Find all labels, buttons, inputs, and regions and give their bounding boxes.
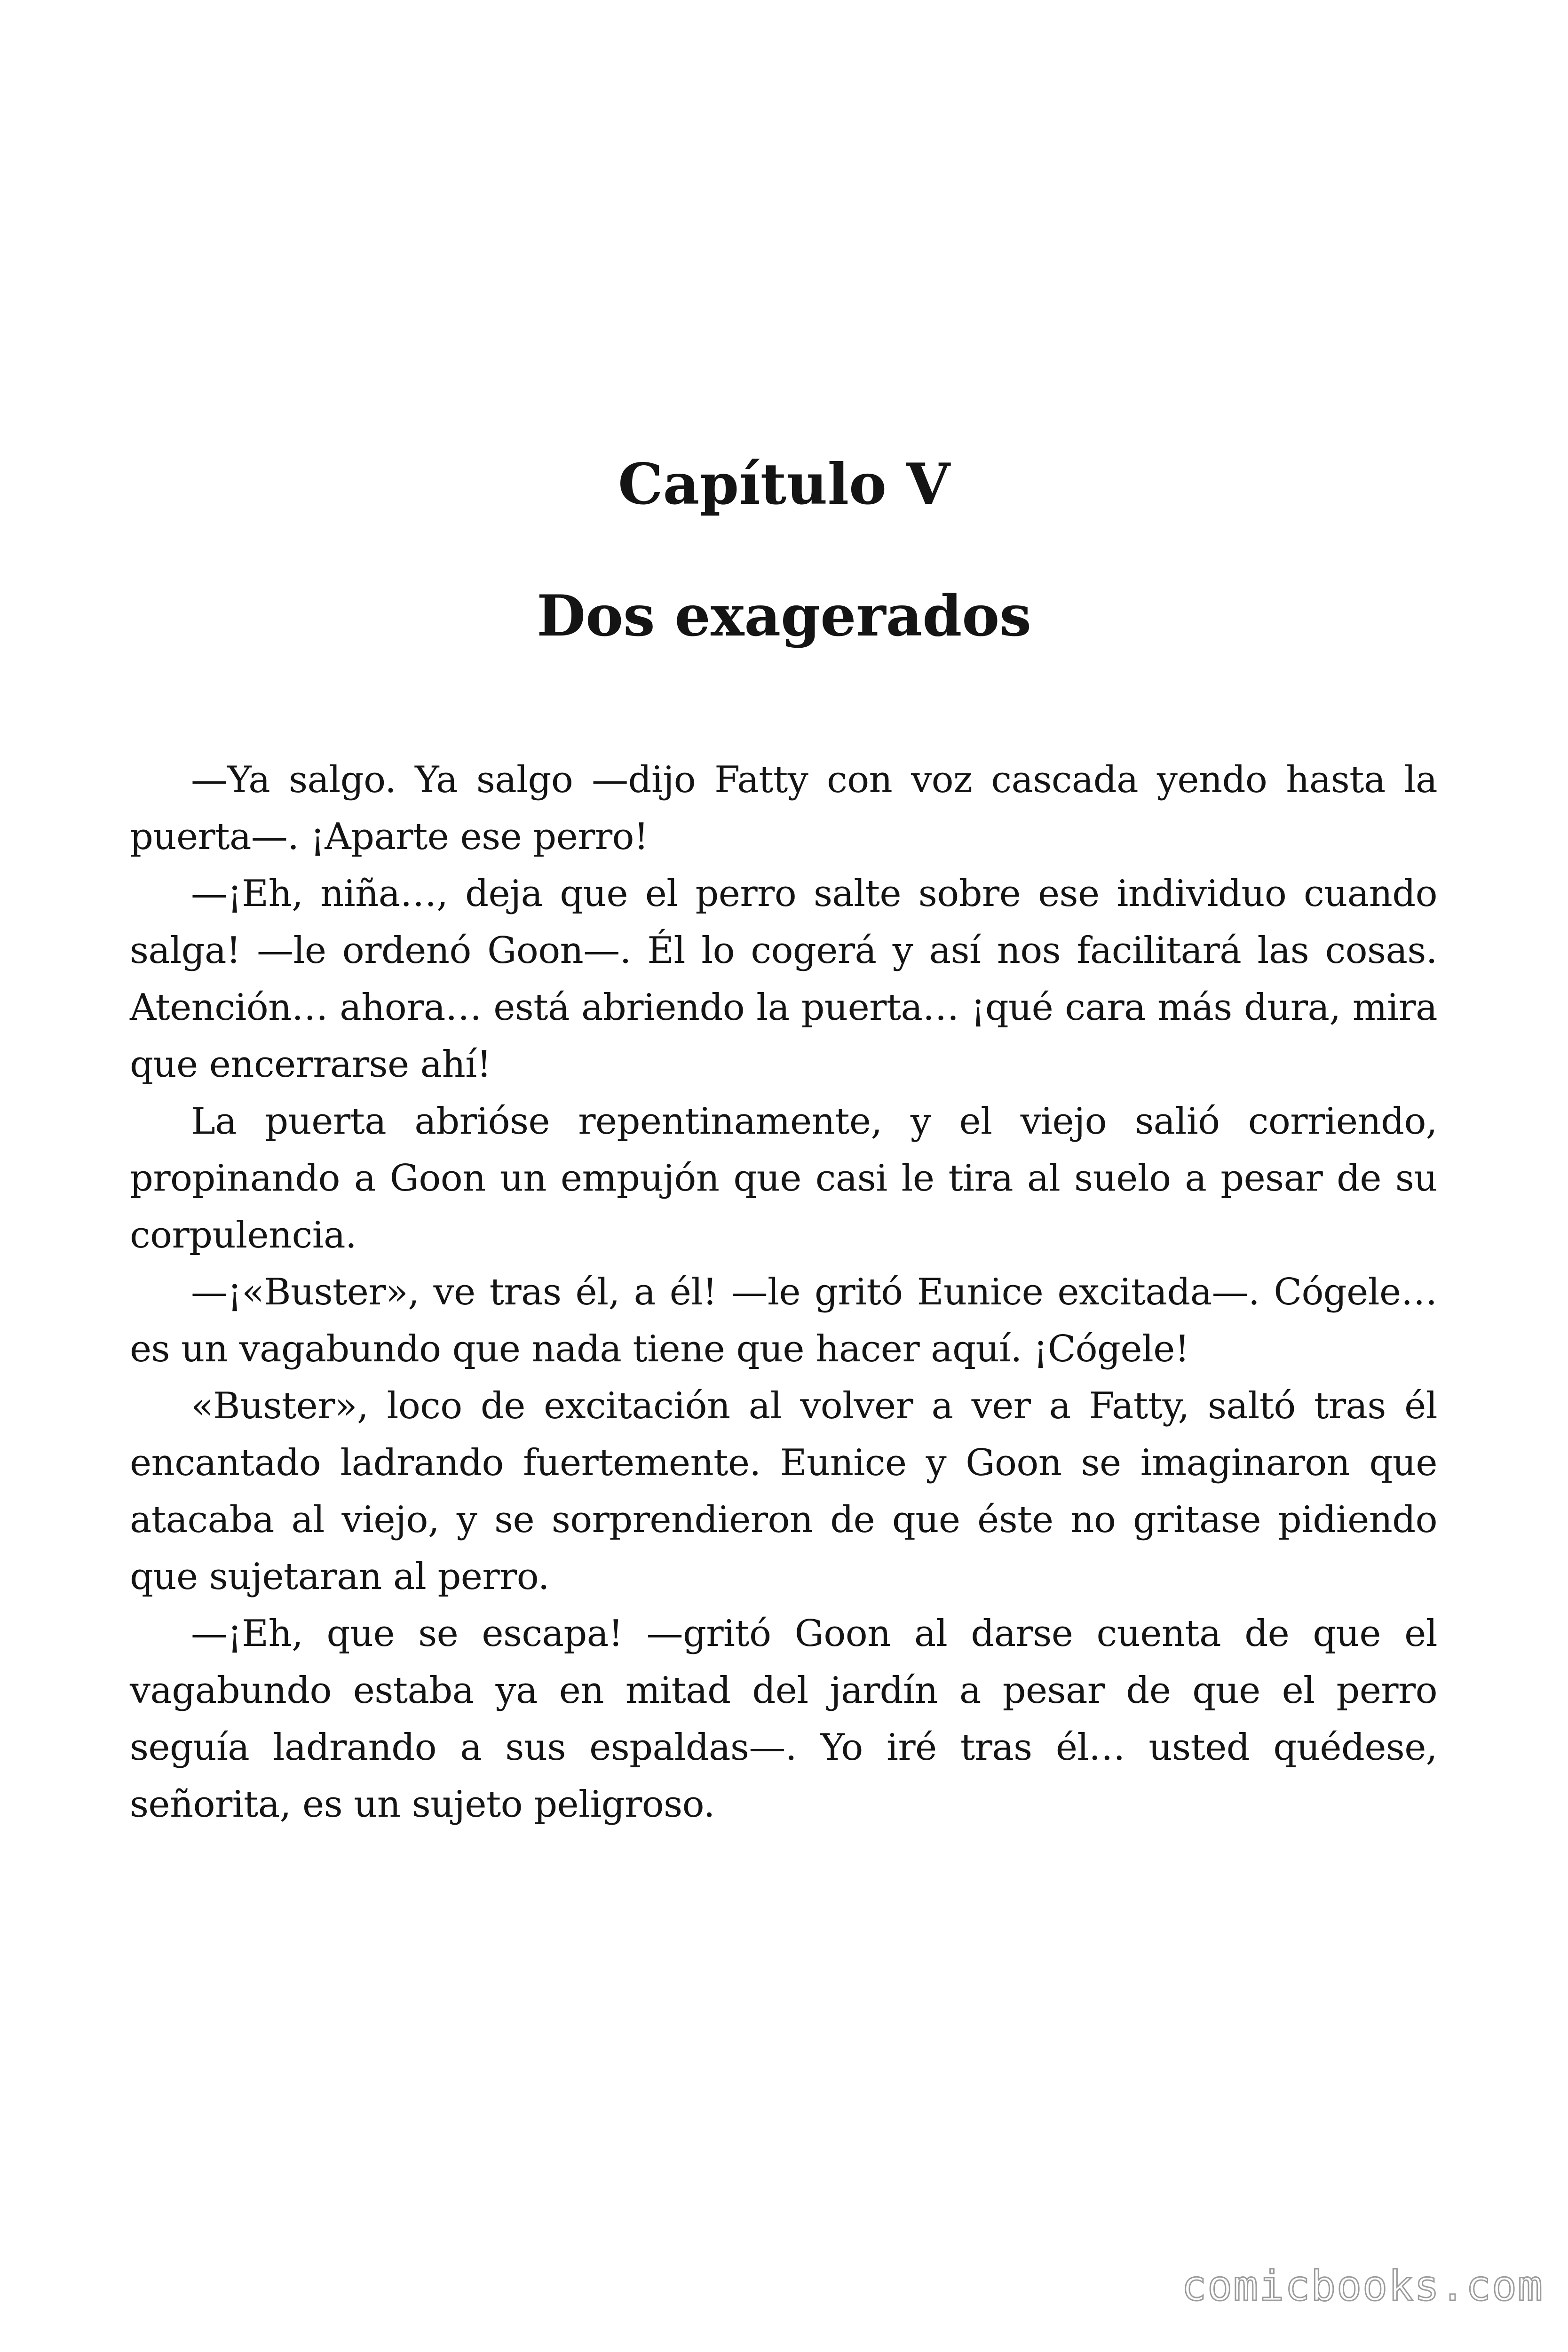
paragraph: —Ya salgo. Ya salgo —dijo Fatty con voz cascada yendo hasta la puerta—. ¡Aparte ese perro! <box>130 759 1437 858</box>
paragraph: «Buster», loco de excitación al volver a ver a Fatty, saltó tras él encantado ladrando fuertemente. Eunice y Goon se imaginaron que atacaba al viejo, y se sorprendieron de que éste no gritase pidiendo que sujetaran al perro. <box>130 1385 1437 1598</box>
watermark: comicbooks.com <box>1181 2262 1544 2310</box>
paragraph: La puerta abrióse repentinamente, y el viejo salió corriendo, propinando a Goon un empujón que casi le tira al suelo a pesar de su corpulencia. <box>130 1100 1437 1256</box>
paragraph: —¡«Buster», ve tras él, a él! —le gritó Eunice excitada—. Cógele… es un vagabundo que nada tiene que hacer aquí. ¡Cógele! <box>130 1271 1437 1370</box>
chapter-title: Dos exagerados <box>537 583 1031 649</box>
chapter-number: Capítulo V <box>618 451 950 517</box>
chapter-body <box>130 752 1437 1833</box>
paragraph: —¡Eh, niña…, deja que el perro salte sobre ese individuo cuando salga! —le ordenó Goon—. Él lo cogerá y así nos facilitará las cosas. Atención… ahora… está abriendo la puerta… ¡qué cara más dura, mira que encerrarse ahí! <box>130 873 1437 1086</box>
paragraph: —¡Eh, que se escapa! —gritó Goon al darse cuenta de que el vagabundo estaba ya en mitad del jardín a pesar de que el perro seguía ladrando a sus espaldas—. Yo iré tras él… usted quédese, señorita, es un sujeto peligroso. <box>130 1613 1437 1826</box>
